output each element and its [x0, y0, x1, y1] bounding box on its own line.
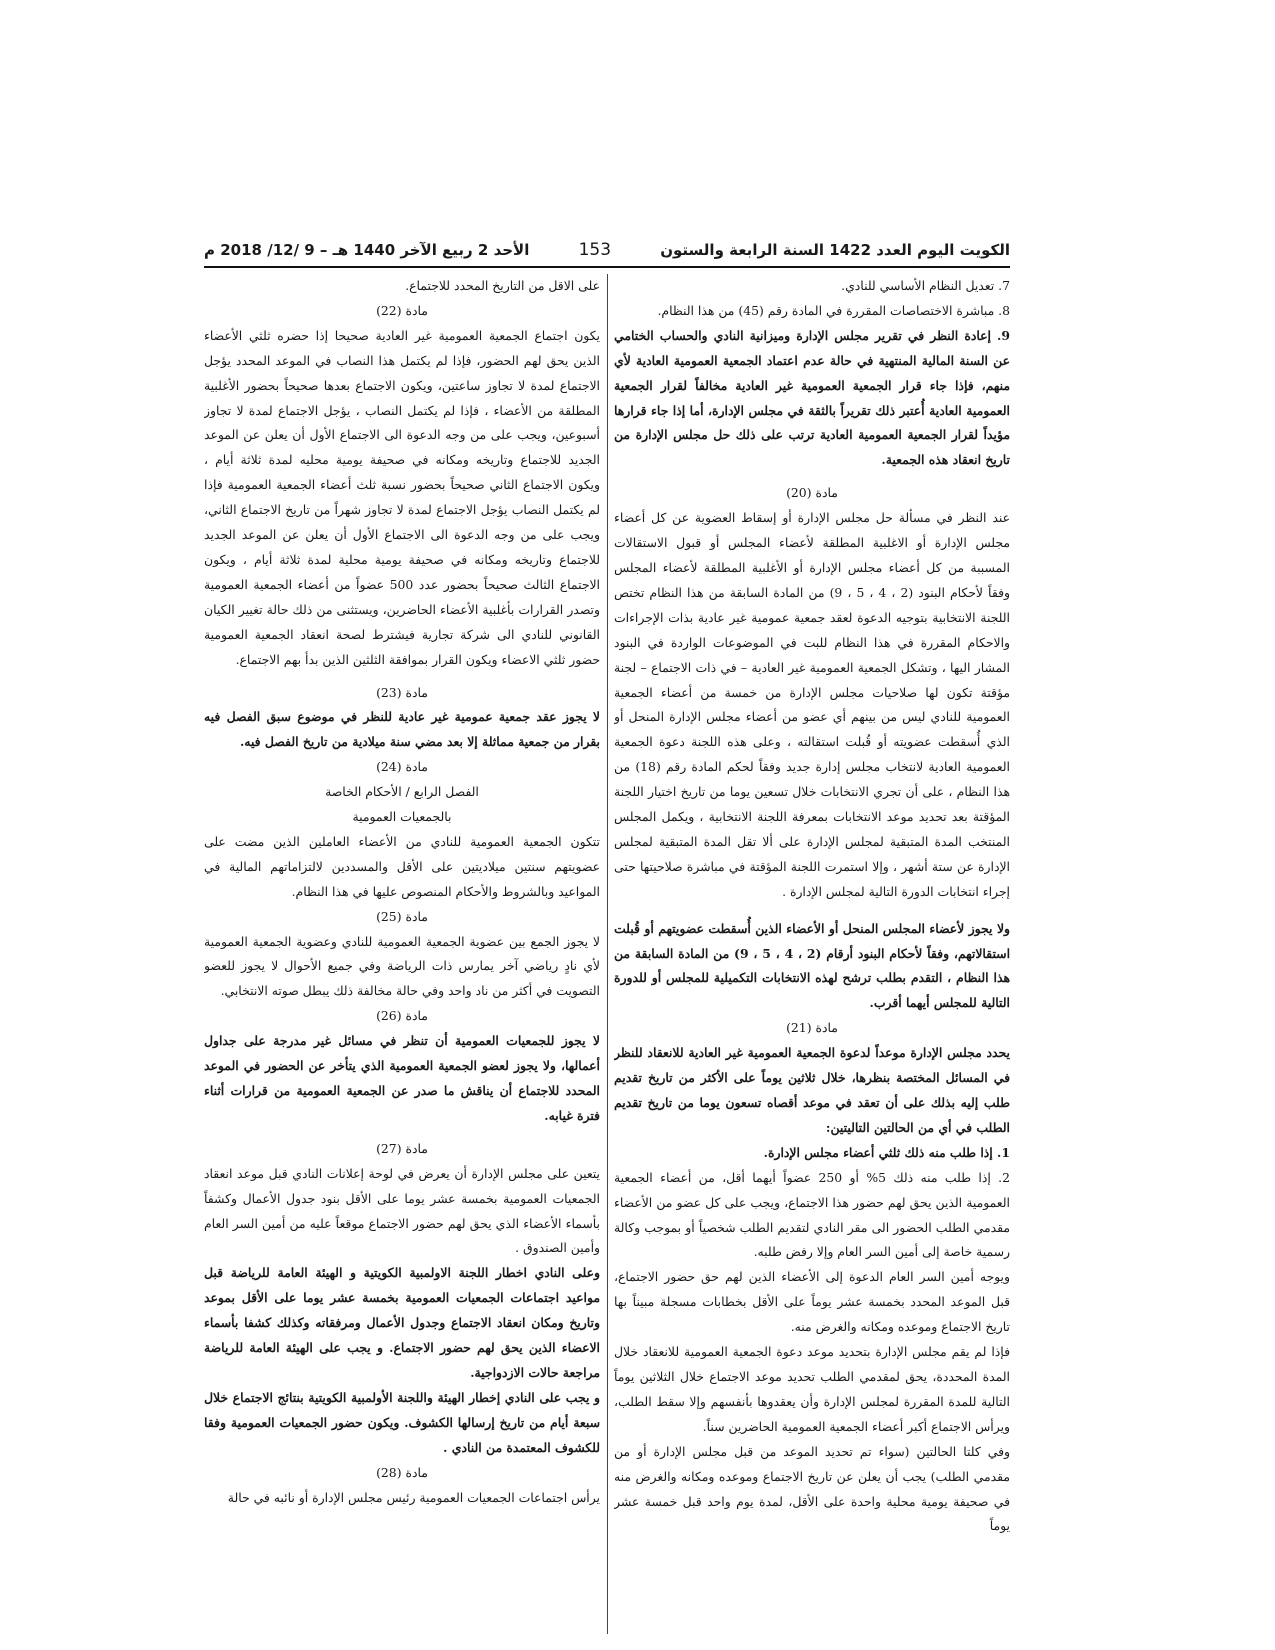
header-date: الأحد 2 ربيع الآخر 1440 هـ – 9 /12/ 2018 م [204, 241, 530, 259]
article-21-item-1: 1. إذا طلب منه ذلك ثلثي أعضاء مجلس الإدارة. [763, 1144, 1010, 1160]
chapter-subheading: بالجمعيات العمومية [352, 809, 452, 825]
article-26-heading: مادة (26) [376, 1008, 428, 1024]
article-27-paragraph-2: وعلى النادي اخطار اللجنة الاولمبية الكويتية و الهيئة العامة للرياضة قبل مواعيد اجتماعات الجمعيات العمومية بخمسة عشر يوما على الأقل بموعد وتاريخ ومكان انعقاد الاجتماع وجدول الأعمال ومرفقاته وكذلك كشفا بأسماء الاعضاء الذين يحق لهم حضور الاجتماع. و يجب على الهيئة العامة للرياضة مراجعة حالات الازدواجية. [204, 1265, 600, 1380]
header-rule [204, 266, 1010, 268]
article-22-heading: مادة (22) [376, 302, 428, 318]
article-27-paragraph-3: و يجب على النادي إخطار الهيئة واللجنة الأولمبية الكويتية بنتائج الاجتماع خلال سبعة أيام من تاريخ إرسالها الكشوف. ويكون حضور الجمعيات العمومية وفقا للكشوف المعتمدة من النادي . [204, 1389, 600, 1455]
article-22-paragraph: يكون اجتماع الجمعية العمومية غير العادية صحيحا إذا حضره ثلثي الأعضاء الذين يحق لهم الحضور، فإذا لم يكتمل هذا النصاب في الموعد المحدد يؤجل الاجتماع لمدة لا تجاوز ساعتين، ويكون الاجتماع بعدها صحيحاً بحضور الأغلبية المطلقة من الأعضاء ، فإذا لم يكتمل النصاب ، يؤجل الاجتماع لمدة لا تجاوز أسبوعين، ويجب على من وجه الدعوة الى الاجتماع الأول أن يعلن عن الموعد الجديد للاجتماع وتاريخه ومكانه في صحيفة يومية محليه لمدة ثلاثة أيام ، ويكون الاجتماع الثاني صحيحاً بحضور نسبة ثلث أعضاء الجمعية العمومية فإذا لم يكتمل النصاب يؤجل الاجتماع لمدة لا تجاوز شهراً من تاريخ الاجتماع الثاني، ويجب على من وجه الدعوة الى الاجتماع الأول أن يعلن عن الموعد الجديد للاجتماع وتاريخه ومكانه في صحيفة يومية محلية لمدة ثلاثة أيام ، ويكون الاجتماع الثالث صحيحاً بحضور عدد 500 عضواً من أعضاء الجمعية العمومية وتصدر القرارات بأغلبية الأعضاء الحاضرين، ويستثنى من ذلك حالة تغيير الكيان القانوني للنادي الى شركة تجارية فيشترط لصحة انعقاد الجمعية العمومية حضور ثلثي الاعضاء ويكون القرار بموافقة الثلثين الذين بدأ بهم الاجتماع. [204, 327, 600, 667]
article-28-heading: مادة (28) [376, 1464, 428, 1480]
paragraph-gap [614, 905, 1010, 917]
article-21-paragraph-2: ويوجه أمين السر العام الدعوة إلى الأعضاء الذين لهم حق حضور الاجتماع، قبل الموعد المحدد بخمسة عشر يوماً على الأقل بخطابات مسجلة مبيناً بها تاريخ الاجتماع وموعده ومكانه والغرض منه. [614, 1269, 1010, 1335]
article-20-heading: مادة (20) [786, 485, 838, 501]
right-column [614, 274, 1010, 1634]
article-23-heading: مادة (23) [376, 684, 428, 700]
article-21-paragraph-4: وفي كلتا الحالتين (سواء تم تحديد الموعد من قبل مجلس الإدارة أو من مقدمي الطلب) يجب أن يعلن عن تاريخ الاجتماع وموعده ومكانه والغرض منه في صحيفة يومية محلية واحدة على الأقل، لمدة يوم واحد قبل خمسة عشر يوماً [614, 1443, 1010, 1534]
item-7: 7. تعديل النظام الأساسي للنادي. [841, 278, 1010, 293]
article-23-paragraph: لا يجوز عقد جمعية عمومية غير عادية للنظر في موضوع سبق الفصل فيه بقرار من جمعية مماثلة إلا بعد مضي سنة ميلادية من تاريخ الفصل فيه. [204, 709, 600, 750]
chapter-heading: الفصل الرابع / الأحكام الخاصة [325, 784, 479, 800]
article-25-paragraph: لا يجوز الجمع بين عضوية الجمعية العمومية للنادي وعضوية الجمعية العمومية لأي نادٍ رياضي آخر يمارس ذات الرياضة وفي جميع الأحوال لا يجوز للعضو التصويت في أكثر من ناد واحد وفي حالة مخالفة ذلك يبطل صوته الانتخابي. [204, 933, 600, 999]
header-publication-info: الكويت اليوم العدد 1422 السنة الرابعة والستون [660, 241, 1010, 259]
page-header [204, 234, 1010, 266]
article-26-paragraph: لا يجوز للجمعيات العمومية أن تنظر في مسائل غير مدرجة على جداول أعمالها، ولا يجوز لعضو الجمعية العمومية الذي يتأخر عن الحضور في الموعد المحدد للاجتماع أن يناقش ما صدر عن الجمعية العمومية من قرارات أثناء فترة غيابه. [204, 1033, 600, 1123]
page-number: 153 [578, 240, 612, 260]
article-28-paragraph: يرأس اجتماعات الجمعيات العمومية رئيس مجلس الإدارة أو نائبه في حالة [227, 1489, 600, 1505]
item-8: 8. مباشرة الاختصاصات المقررة في المادة رقم (45) من هذا النظام. [657, 302, 1010, 318]
item-9: 9. إعادة النظر في تقرير مجلس الإدارة وميزانية النادي والحساب الختامي عن السنة المالية المنتهية في حالة عدم اعتماد الجمعية العمومية العادية لأي منهم، فإذا جاء قرار الجمعية العمومية غير العادية مخالفاً لقرار الجمعية العمومية العادية أُعتبر ذلك تقريراً بالثقة في مجلس الإدارة، أما إذا جاء قرارها مؤيداً لقرار الجمعية العمومية العادية ترتب على ذلك حل مجلس الإدارة من تاريخ انعقاد هذه الجمعية. [614, 327, 1010, 468]
article-24-heading: مادة (24) [376, 759, 428, 775]
column-divider [607, 274, 608, 1634]
left-column [204, 274, 600, 1634]
article-21-paragraph-1: يحدد مجلس الإدارة موعداً لدعوة الجمعية العمومية غير العادية للانعقاد للنظر في المسائل المختصة بنظرها، خلال ثلاثين يوماً على الأكثر من تاريخ تقديم طلب إليه بذلك على أن تعقد في موعد أقصاه تسعون يوما من تاريخ تقديم الطلب في أي من الحالتين التاليتين: [614, 1045, 1010, 1135]
article-27-heading: مادة (27) [376, 1140, 428, 1156]
article-25-heading: مادة (25) [376, 908, 428, 924]
continuation-text: على الاقل من التاريخ المحدد للاجتماع. [405, 278, 600, 293]
article-20-paragraph-2: ولا يجوز لأعضاء المجلس المنحل أو الأعضاء الذين أُسقطت عضويتهم أو قُبلت استقالاتهم، وفقاً لأحكام البنود أرقام (2 ، 4 ، 5 ، 9) من المادة السابقة من هذا النظام ، التقدم بطلب ترشح لهذه الانتخابات التكميلية للمجلس أو للدورة التالية للمجلس أيهما أقرب. [614, 920, 1010, 1011]
article-20-paragraph-1: عند النظر في مسألة حل مجلس الإدارة أو إسقاط العضوية عن كل أعضاء مجلس الإدارة أو الاغلبية المطلقة لأعضاء المجلس أو قبول الاستقالات المسببة من كل أعضاء مجلس الإدارة أو الأغلبية المطلقة لأعضاء المجلس وفقاً لأحكام البنود (2 ، 4 ، 5 ، 9) من المادة السابقة من هذا النظام تختص اللجنة الانتخابية بتوجيه الدعوة لعقد جمعية عمومية غير عادية بذات الإجراءات والاحكام المقررة في هذا النظام للبت في الموضوعات الواردة في البنود المشار اليها ، وتشكل الجمعية العمومية غير العادية – في ذات الاجتماع – لجنة مؤقتة تكون لها صلاحيات مجلس الإدارة من خمسة من أعضاء الجمعية العمومية للنادي ليس من بينهم أي عضو من أعضاء مجلس الإدارة المنحل أو الذي أُسقطت عضويته أو قُبلت استقالته ، وعلى هذه اللجنة دعوة الجمعية العمومية العادية لانتخاب مجلس إدارة جديد وفقاً لحكم المادة رقم (18) من هذا النظام ، على أن تجري الانتخابات خلال تسعين يوما من تاريخ اختيار اللجنة المؤقتة بعد تحديد موعد الانتخابات بمعرفة اللجنة الانتخابية ، ويكمل المجلس المنتخب المدة المتبقية لمجلس الإدارة على ألا تقل المدة المتبقية لمجلس الإدارة عن ستة أشهر ، وإلا استمرت اللجنة المؤقتة في مباشرة صلاحيتها حتى إجراء انتخابات الدورة التالية لمجلس الإدارة . [614, 510, 1010, 899]
article-21-heading: مادة (21) [786, 1020, 838, 1036]
article-27-paragraph-1: يتعين على مجلس الإدارة أن يعرض في لوحة إعلانات النادي قبل موعد انعقاد الجمعيات العمومية بخمسة عشر يوما على الأقل بنود جدول الأعمال وكشفاً بأسماء الأعضاء الذي يحق لهم حضور الاجتماع موقعاً عليه من أمين السر العام وأمين الصندوق . [204, 1165, 600, 1256]
article-21-item-2: 2. إذا طلب منه ذلك 5% أو 250 عضواً أيهما أقل، من أعضاء الجمعية العمومية الذين يحق لهم حضور هذا الاجتماع، ويجب على كل عضو من الأعضاء مقدمي الطلب الحضور الى مقر النادي لتقديم الطلب شخصياً أو بموجب وكالة رسمية خاصة إلى أمين السر العام وإلا رفض طلبه. [614, 1169, 1010, 1260]
article-24-paragraph: تتكون الجمعية العمومية للنادي من الأعضاء العاملين الذين مضت على عضويتهم سنتين ميلاديتين على الأقل والمسددين لالتزاماتهم المالية في المواعيد وبالشروط والأحكام المنصوص عليها في هذا النظام. [204, 833, 600, 899]
article-21-paragraph-3: فإذا لم يقم مجلس الإدارة بتحديد موعد دعوة الجمعية العمومية للانعقاد خلال المدة المحددة، يحق لمقدمي الطلب تحديد موعد الاجتماع خلال الثلاثين يوماً التالية للمدة المقررة لمجلس الإدارة وأن يعقدوها بأنفسهم وإلا سقط الطلب، ويرأس الاجتماع أكبر أعضاء الجمعية العمومية الحاضرين سناً. [614, 1344, 1010, 1434]
